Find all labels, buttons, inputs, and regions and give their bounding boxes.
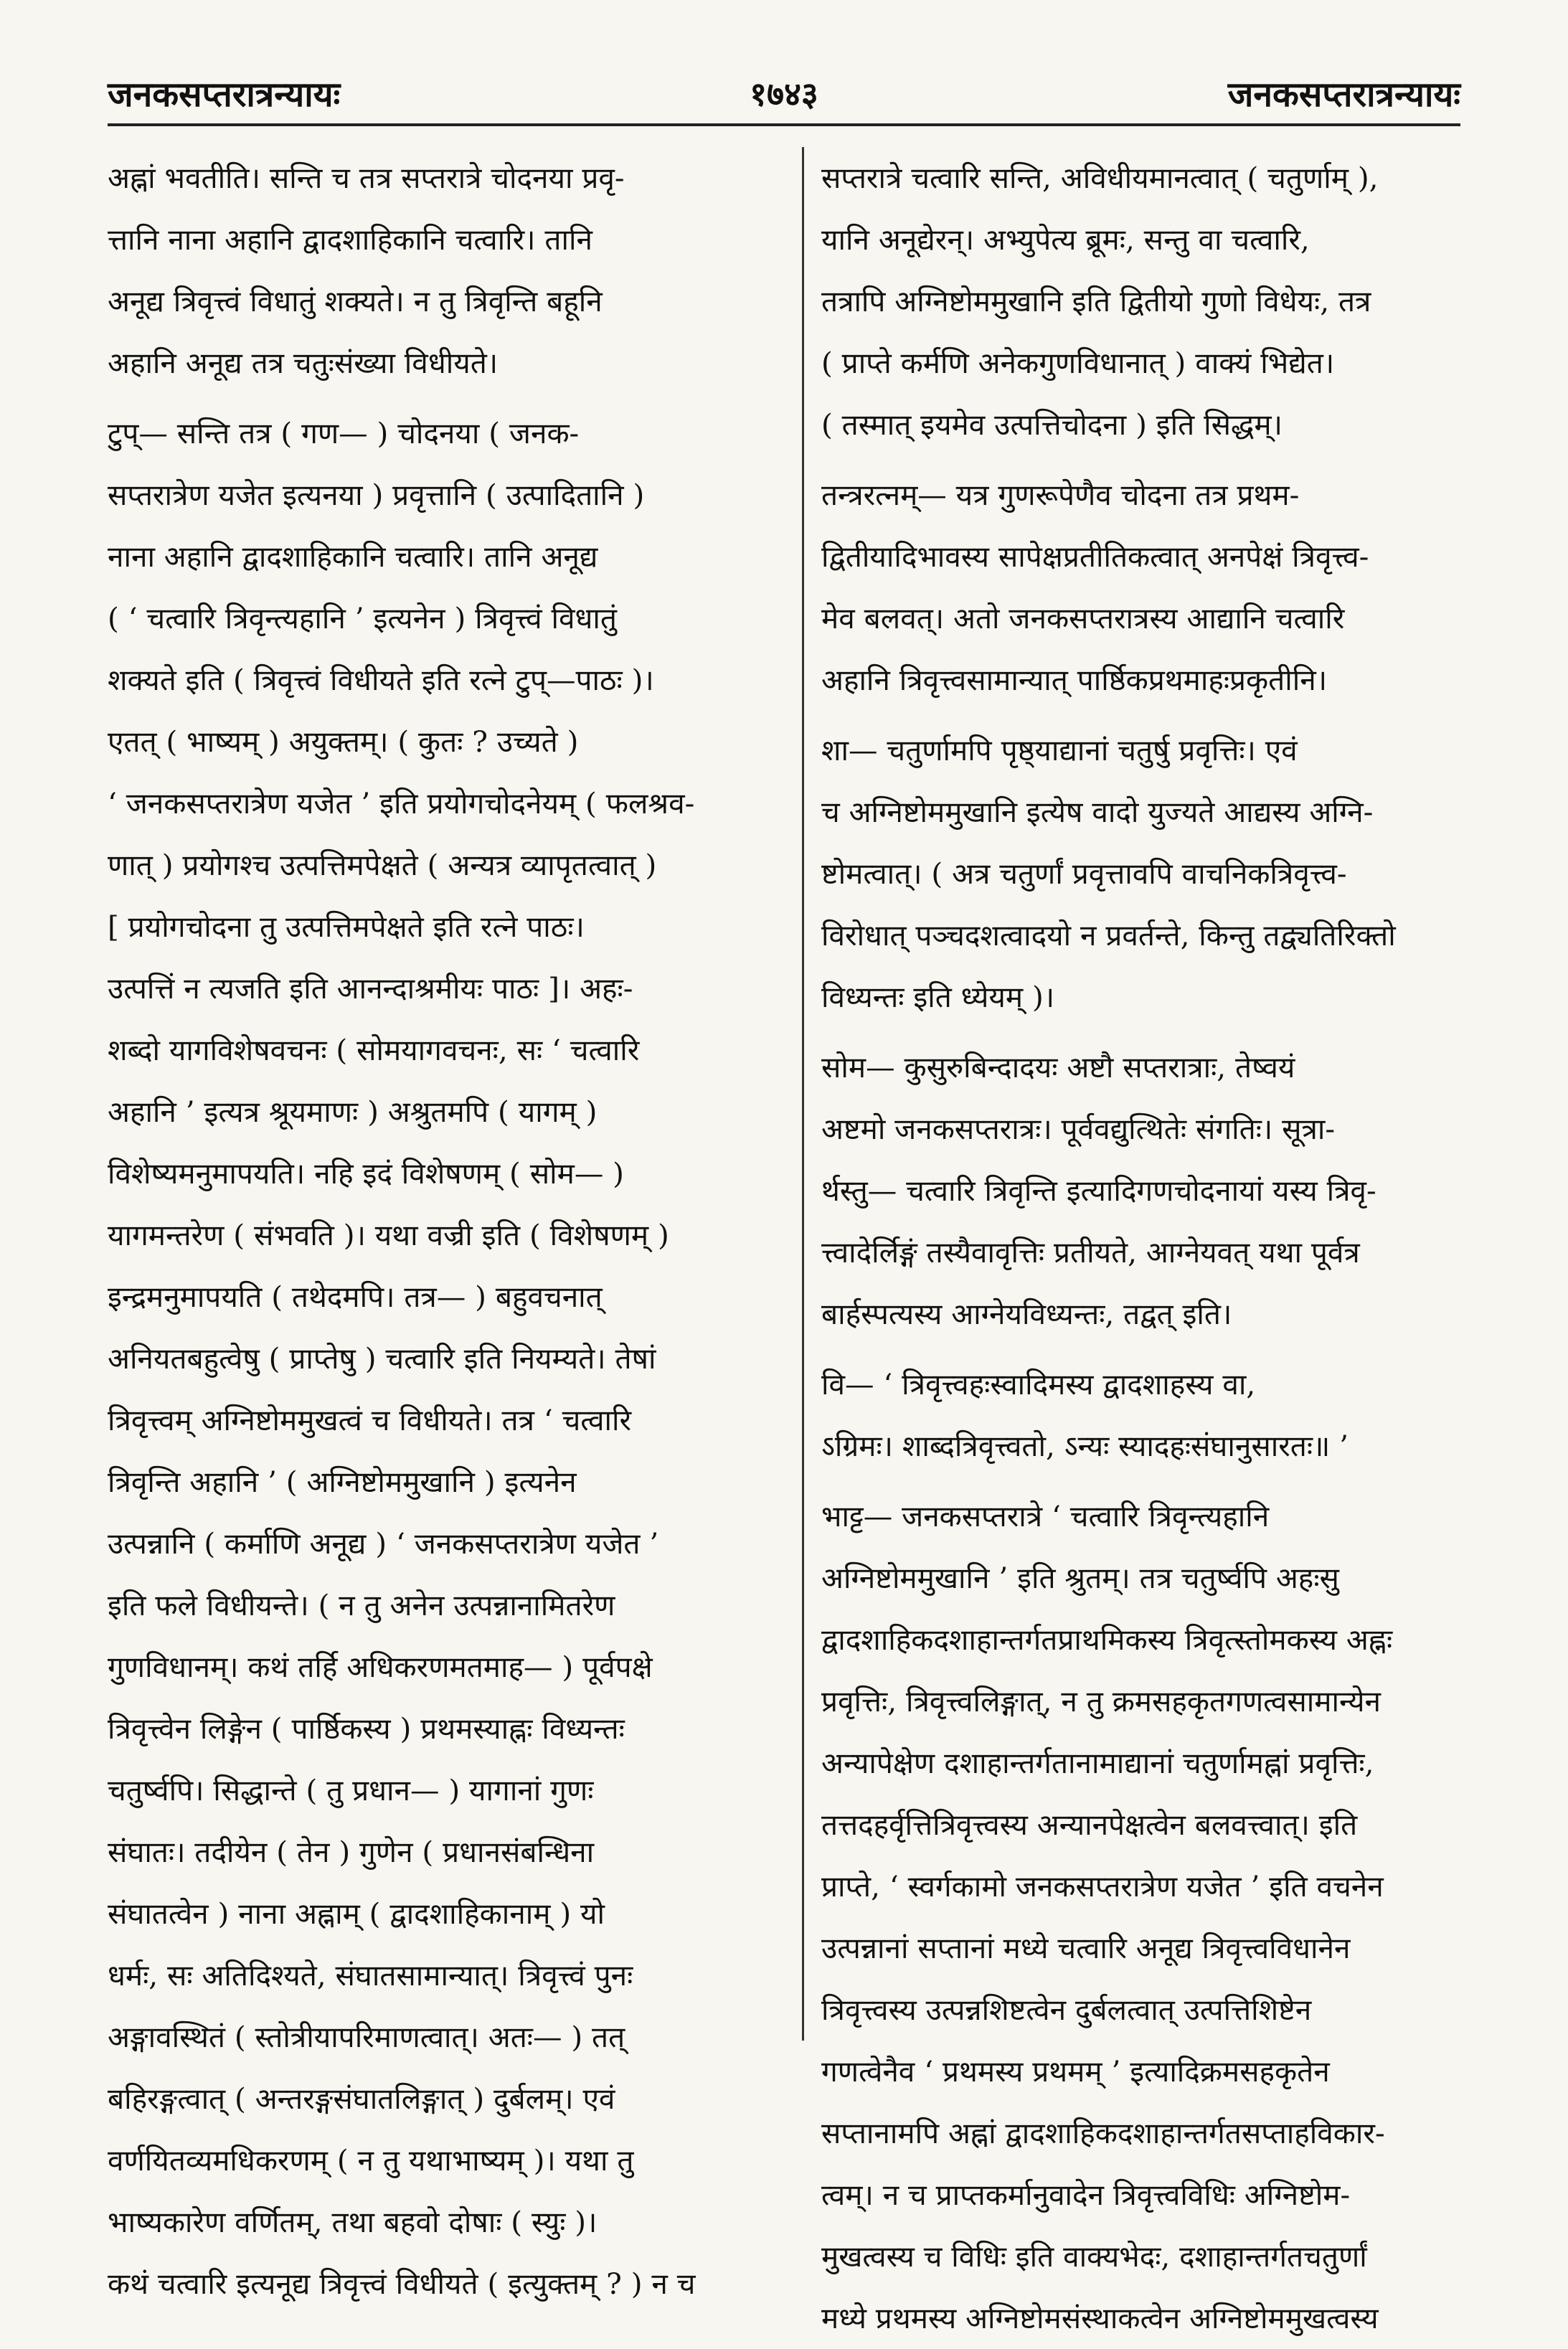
text-line: ( प्राप्ते कर्मणि अनेकगुणविधानात् ) वाक्यं भिद्येत। <box>821 346 1335 380</box>
text-line: भाट्ट— जनकसप्तरात्रे ‘ चत्वारि त्रिवृन्त्यहानि <box>821 1499 1270 1533</box>
text-line: इन्द्रमनुमापयति ( तथेदमपि। तत्र— ) बहुवचनात् <box>108 1280 603 1314</box>
text-line: गणत्वेनैव ‘ प्रथमस्य प्रथमम् ’ इत्यादिक्रमसहकृतेन <box>821 2054 1330 2089</box>
text-line: तत्तदहर्वृत्तित्रिवृत्त्वस्य अन्यानपेक्षत्वेन बलवत्त्वात्। इति <box>821 1807 1358 1842</box>
text-line: उत्पन्नानां सप्तानां मध्ये चत्वारि अनूद्य त्रिवृत्त्वविधानेन <box>821 1931 1351 1965</box>
text-line: तन्त्ररत्नम्— यत्र गुणरूपेणैव चोदना तत्र प्रथम- <box>821 478 1300 512</box>
header-rule <box>108 123 1460 126</box>
text-line: भाष्यकारेण वर्णितम्, तथा बहवो दोषाः ( स्युः )। <box>108 2205 598 2239</box>
text-line: अह्नां भवतीति। सन्ति च तत्र सप्तरात्रे चोदनया प्रवृ- <box>108 161 625 195</box>
text-line: मुखत्वस्य च विधिः इति वाक्यभेदः, दशाहान्तर्गतचतुर्णां <box>821 2239 1367 2274</box>
text-line: अग्निष्टोममुखानि ’ इति श्रुतम्। तत्र चतुर्ष्वपि अहःसु <box>821 1561 1339 1595</box>
text-line: गुणविधानम्। कथं तर्हि अधिकरणमतमाह— ) पूर्वपक्षे <box>108 1650 653 1684</box>
text-line: अहानि ’ इत्यत्र श्रूयमाणः ) अश्रुतमपि ( यागम् ) <box>108 1095 598 1129</box>
header-right-title: जनकसप्तरात्रन्यायः <box>1227 74 1460 115</box>
text-line: त्रिवृत्त्वस्य उत्पन्नशिष्टत्वेन दुर्बलत्वात् उत्पत्तिशिष्टेन <box>821 1993 1312 2027</box>
text-line: तत्रापि अग्निष्टोममुखानि इति द्वितीयो गुणो विधेयः, तत्र <box>821 284 1371 318</box>
text-line: ( ‘ चत्वारि त्रिवृन्त्यहानि ’ इत्यनेन ) त्रिवृत्त्वं विधातुं <box>108 601 618 635</box>
text-line: सप्तानामपि अह्नां द्वादशाहिकदशाहान्तर्गतसप्ताहविकार- <box>821 2116 1385 2150</box>
text-line: बहिरङ्गत्वात् ( अन्तरङ्गसंघातलिङ्गात् ) दुर्बलम्। एवं <box>108 2081 615 2116</box>
text-line: टुप्— सन्ति तत्र ( गण— ) चोदनया ( जनक- <box>108 416 580 450</box>
text-line: यागमन्तरेण ( संभवति )। यथा वज्री इति ( विशेषणम् ) <box>108 1218 669 1252</box>
text-line: विरोधात् पञ्चदशत्वादयो न प्रवर्तन्ते, किन्तु तद्व्यतिरिक्तो <box>821 918 1396 953</box>
text-line: वर्णयितव्यमधिकरणम् ( न तु यथाभाष्यम् )। यथा तु <box>108 2143 634 2178</box>
text-line: च अग्निष्टोममुखानि इत्येष वादो युज्यते आद्यस्य अग्नि- <box>821 795 1374 829</box>
text-line: उत्पत्तिं न त्यजति इति आनन्दाश्रमीयः पाठः ]। अहः- <box>108 971 633 1006</box>
text-line: धर्मः, सः अतिदिश्यते, संघातसामान्यात्। त्रिवृत्त्वं पुनः <box>108 1958 633 1993</box>
text-line: त्रिवृन्ति अहानि ’ ( अग्निष्टोममुखानि ) इत्यनेन <box>108 1465 577 1499</box>
text-line: अनियतबहुत्वेषु ( प्राप्तेषु ) चत्वारि इति नियम्यते। तेषां <box>108 1341 656 1376</box>
text-line: द्वादशाहिकदशाहान्तर्गतप्राथमिकस्य त्रिवृत्स्तोमकस्य अह्नः <box>821 1622 1393 1657</box>
text-line: वि— ‘ त्रिवृत्त्वहःस्वादिमस्य द्वादशाहस्य वा, <box>821 1367 1256 1402</box>
text-line: अहानि त्रिवृत्त्वसामान्यात् पार्ष्ठिकप्रथमाहःप्रकृतीनि। <box>821 663 1328 697</box>
text-line: [ प्रयोगचोदना तु उत्पत्तिमपेक्षते इति रत्ने पाठः। <box>108 909 585 944</box>
text-line: नाना अहानि द्वादशाहिकानि चत्वारि। तानि अनूद्य <box>108 539 598 574</box>
text-line: अङ्गावस्थितं ( स्तोत्रीयापरिमाणत्वात्। अतः— ) तत् <box>108 2020 625 2054</box>
left-column <box>108 147 784 2301</box>
text-line: शा— चतुर्णामपि पृष्ठ्याद्यानां चतुर्षु प्रवृत्तिः। एवं <box>821 733 1298 767</box>
text-line: र्थस्तु— चत्वारि त्रिवृन्ति इत्यादिगणचोदनायां यस्य त्रिवृ- <box>821 1173 1376 1208</box>
text-line: ऽग्रिमः। शाब्दत्रिवृत्त्वतो, ऽन्यः स्यादहःसंघानुसारतः॥ ’ <box>821 1429 1349 1463</box>
text-line: एतत् ( भाष्यम् ) अयुक्तम्। ( कुतः ? उच्यते ) <box>108 724 579 759</box>
text-line: चतुर्ष्वपि। सिद्धान्ते ( तु प्रधान— ) यागानां गुणः <box>108 1773 594 1807</box>
text-line: उत्पन्नानि ( कर्माणि अनूद्य ) ‘ जनकसप्तरात्रेण यजेत ’ <box>108 1526 659 1561</box>
running-header <box>108 68 1460 118</box>
text-line: संघातः। तदीयेन ( तेन ) गुणेन ( प्रधानसंबन्धिना <box>108 1835 595 1869</box>
text-line: अहानि अनूद्य तत्र चतुःसंख्या विधीयते। <box>108 346 499 380</box>
text-line: त्रिवृत्त्वेन लिङ्गेन ( पार्ष्ठिकस्य ) प्रथमस्याह्नः विध्यन्तः <box>108 1711 625 1746</box>
column-divider <box>802 147 804 2041</box>
text-line: यानि अनूद्येरन्। अभ्युपेत्य ब्रूमः, सन्तु वा चत्वारि, <box>821 222 1310 257</box>
text-line: त्रिवृत्त्वम् अग्निष्टोममुखत्वं च विधीयते। तत्र ‘ चत्वारि <box>108 1403 632 1437</box>
text-line: बार्हस्पत्यस्य आग्नेयविध्यन्तः, तद्वत् इति। <box>821 1297 1232 1331</box>
text-line: अनूद्य त्रिवृत्त्वं विधातुं शक्यते। न तु त्रिवृन्ति बहूनि <box>108 284 603 318</box>
text-line: सप्तरात्रेण यजेत इत्यनया ) प्रवृत्तानि ( उत्पादितानि ) <box>108 478 645 512</box>
text-line: प्राप्ते, ‘ स्वर्गकामो जनकसप्तरात्रेण यजेत ’ इति वचनेन <box>821 1869 1384 1904</box>
right-column <box>821 147 1498 2335</box>
text-line: अष्टमो जनकसप्तरात्रः। पूर्ववद्युत्थितेः संगतिः। सूत्रा- <box>821 1112 1336 1146</box>
text-line: त्तानि नाना अहानि द्वादशाहिकानि चत्वारि। तानि <box>108 222 592 257</box>
text-line: इति फले विधीयन्ते। ( न तु अनेन उत्पन्नानामितरेण <box>108 1588 615 1622</box>
text-line: ष्टोमत्वात्। ( अत्र चतुर्णां प्रवृत्तावपि वाचनिकत्रिवृत्त्व- <box>821 856 1347 891</box>
text-line: मध्ये प्रथमस्य अग्निष्टोमसंस्थाकत्वेन अग्निष्टोममुखत्वस्य <box>821 2301 1379 2335</box>
text-line: शक्यते इति ( त्रिवृत्त्वं विधीयते इति रत्ने टुप्—पाठः )। <box>108 663 654 697</box>
text-line: त्वम्। न च प्राप्तकर्मानुवादेन त्रिवृत्त्वविधिः अग्निष्टोम- <box>821 2178 1351 2212</box>
text-line: विध्यन्तः इति ध्येयम् )। <box>821 980 1055 1014</box>
text-line: मेव बलवत्। अतो जनकसप्तरात्रस्य आद्यानि चत्वारि <box>821 601 1345 635</box>
text-line: द्वितीयादिभावस्य सापेक्षप्रतीतिकत्वात् अनपेक्षं त्रिवृत्त्व- <box>821 539 1369 574</box>
text-line: ‘ जनकसप्तरात्रेण यजेत ’ इति प्रयोगचोदनेयम् ( फलश्रव- <box>108 786 695 821</box>
header-left-title: जनकसप्तरात्रन्यायः <box>108 74 341 115</box>
text-line: सोम— कुसुरुबिन्दादयः अष्टौ सप्तरात्राः, तेष्वयं <box>821 1050 1295 1084</box>
text-line: संघातत्वेन ) नाना अह्नाम् ( द्वादशाहिकानाम् ) यो <box>108 1896 605 1931</box>
text-line: अन्यापेक्षेण दशाहान्तर्गतानामाद्यानां चतुर्णामह्नां प्रवृत्तिः, <box>821 1746 1374 1780</box>
page-number: १७४३ <box>750 75 818 113</box>
text-line: विशेष्यमनुमापयति। नहि इदं विशेषणम् ( सोम— ) <box>108 1156 624 1191</box>
text-line: ( तस्मात् इयमेव उत्पत्तिचोदना ) इति सिद्धम्। <box>821 407 1283 442</box>
text-line: कथं चत्वारि इत्यनूद्य त्रिवृत्त्वं विधीयते ( इत्युक्तम् ? ) न च <box>108 2267 696 2301</box>
text-line: शब्दो यागविशेषवचनः ( सोमयागवचनः, सः ‘ चत्वारि <box>108 1033 640 1067</box>
text-line: सप्तरात्रे चत्वारि सन्ति, अविधीयमानत्वात् ( चतुर्णाम् ), <box>821 161 1379 195</box>
text-line: त्त्वादेर्लिङ्गं तस्यैवावृत्तिः प्रतीयते, आग्नेयवत् यथा पूर्वत्र <box>821 1235 1360 1270</box>
text-line: णात् ) प्रयोगश्च उत्पत्तिमपेक्षते ( अन्यत्र व्यापृतत्वात् ) <box>108 848 657 882</box>
text-line: प्रवृत्तिः, त्रिवृत्त्वलिङ्गात्, न तु क्रमसहकृतगणत्वसामान्येन <box>821 1684 1381 1719</box>
